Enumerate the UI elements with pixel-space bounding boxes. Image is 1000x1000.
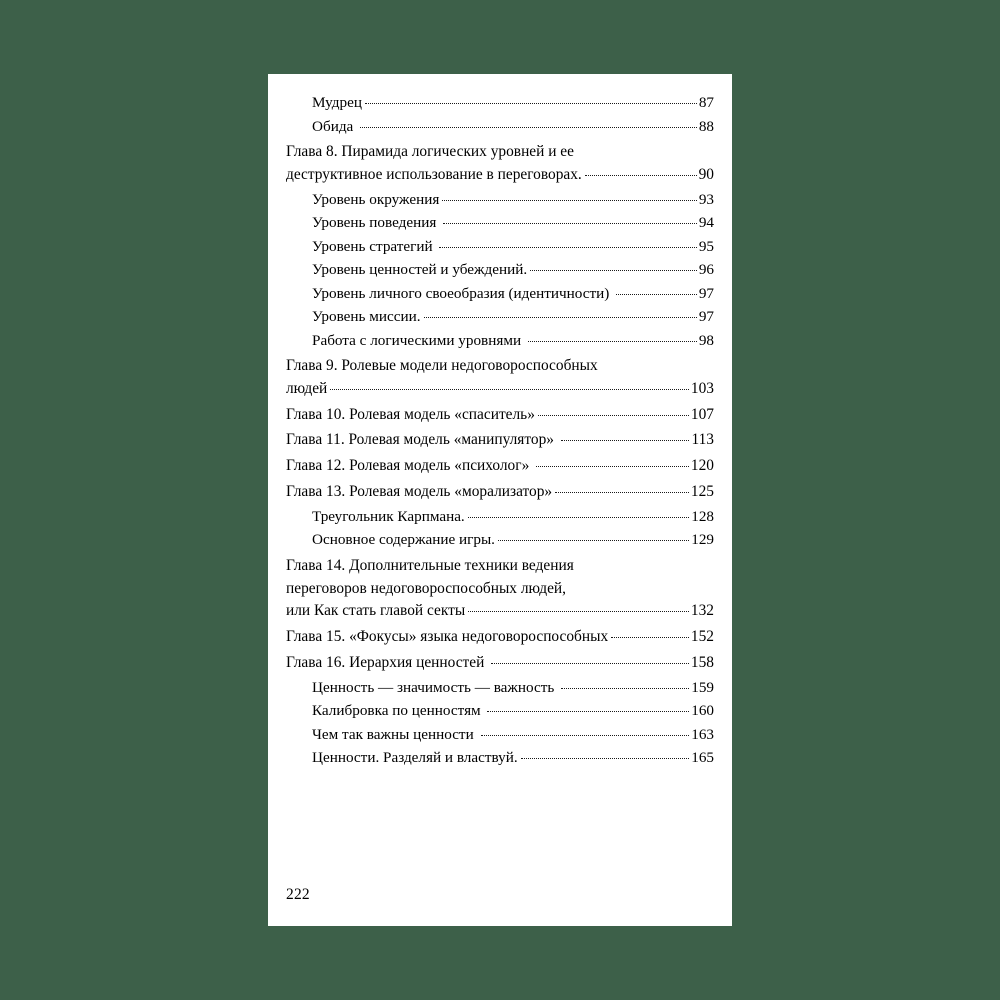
toc-entry[interactable] <box>286 652 714 675</box>
toc-entry[interactable] <box>286 116 714 139</box>
dot-leader <box>561 440 690 441</box>
toc-entry-page: 88 <box>698 117 714 135</box>
toc-entry-page: 90 <box>698 165 714 183</box>
toc-entry[interactable] <box>286 529 714 552</box>
dot-leader <box>555 492 689 493</box>
dot-leader <box>491 663 689 664</box>
toc-entry[interactable] <box>286 236 714 259</box>
dot-leader <box>442 200 697 201</box>
toc-entry-title: Уровень ценностей и убеждений. <box>312 261 528 279</box>
dot-leader <box>521 758 690 759</box>
toc-entry-page: 132 <box>690 602 714 620</box>
toc-entry-page: 107 <box>690 405 714 423</box>
toc-entry[interactable] <box>286 429 714 452</box>
toc-entry[interactable] <box>286 626 714 649</box>
toc-entry[interactable] <box>286 677 714 700</box>
toc-entry-title: Ценность — значимость — важность <box>312 678 559 696</box>
toc-entry-title <box>286 141 714 187</box>
dot-leader <box>439 247 696 248</box>
toc-entry-page: 98 <box>698 331 714 349</box>
toc-entry-title: Калибровка по ценностям <box>312 702 485 720</box>
dot-leader <box>611 637 689 638</box>
toc-entry-title-line: деструктивное использование в переговорах. <box>286 165 582 183</box>
toc-entry-title-line: людей <box>286 379 328 397</box>
toc-entry[interactable] <box>286 747 714 770</box>
dot-leader <box>616 294 697 295</box>
toc-entry[interactable] <box>286 355 714 401</box>
toc-entry-page: 163 <box>691 725 714 743</box>
toc-entry-page: 87 <box>698 94 714 111</box>
toc-entry-page: 96 <box>698 261 714 279</box>
toc-entry[interactable] <box>286 555 714 623</box>
toc-entry-title: Основное содержание игры. <box>312 531 495 549</box>
dot-leader <box>481 735 690 736</box>
toc-entry[interactable] <box>286 455 714 478</box>
dot-leader <box>530 270 697 271</box>
toc-entry[interactable] <box>286 506 714 529</box>
toc-entry-title-line: переговоров недоговороспособных людей, <box>286 579 566 597</box>
toc-entry-page: 120 <box>690 457 714 475</box>
book-page <box>268 74 732 926</box>
dot-leader <box>538 415 689 416</box>
toc-entry-title: Уровень поведения <box>312 214 441 232</box>
toc-entry[interactable] <box>286 259 714 282</box>
toc-entry-title: Ценности. Разделяй и властвуй. <box>312 749 518 767</box>
toc-entry-page: 103 <box>690 379 714 397</box>
dot-leader <box>487 711 689 712</box>
toc-entry[interactable] <box>286 700 714 723</box>
dot-leader <box>424 317 697 318</box>
toc-entry-page: 159 <box>691 678 714 696</box>
page-number: 222 <box>286 886 310 903</box>
dot-leader <box>561 688 689 689</box>
toc-entry-page: 97 <box>698 284 714 302</box>
toc-entry-page: 152 <box>690 628 714 646</box>
dot-leader <box>468 611 689 612</box>
toc-entry-page: 160 <box>691 702 714 720</box>
toc-entry-title: Обида <box>312 117 358 135</box>
toc-entry-page: 94 <box>698 214 714 232</box>
toc-entry[interactable] <box>286 92 714 115</box>
toc-entry-page: 95 <box>698 237 714 255</box>
toc-entry-title: Глава 16. Иерархия ценностей <box>286 654 489 672</box>
dot-leader <box>468 517 689 518</box>
toc-entry-title: Треугольник Карпмана. <box>312 507 465 525</box>
dot-leader <box>330 389 689 390</box>
toc-entry-title-line: или Как стать главой секты <box>286 602 466 620</box>
dot-leader <box>498 540 689 541</box>
toc-entry-page: 93 <box>698 190 714 208</box>
toc-entry-page: 158 <box>690 654 714 672</box>
dot-leader <box>360 127 697 128</box>
toc-entry-title-line: Глава 9. Ролевые модели недоговороспособных <box>286 357 598 375</box>
toc-entry-title: Глава 15. «Фокусы» языка недоговороспособных <box>286 628 609 646</box>
toc-entry[interactable] <box>286 404 714 427</box>
toc-entry-title: Чем так важны ценности <box>312 725 478 743</box>
toc-entry-title-line: Глава 8. Пирамида логических уровней и ее <box>286 143 574 160</box>
toc-entry-page: 113 <box>691 431 714 449</box>
toc-entry[interactable] <box>286 724 714 747</box>
toc-entry[interactable] <box>286 283 714 306</box>
toc-entry[interactable] <box>286 212 714 235</box>
toc-entry-title: Глава 13. Ролевая модель «морализатор» <box>286 483 553 501</box>
toc-entry[interactable] <box>286 189 714 212</box>
toc-entry-page: 165 <box>691 749 714 767</box>
toc-entry-title-line: Глава 14. Дополнительные техники ведения <box>286 556 574 574</box>
toc-entry-title: Работа с логическими уровнями <box>312 331 525 349</box>
toc-entry-page: 128 <box>691 507 714 525</box>
toc-entry-title <box>286 355 714 401</box>
toc-entry-title <box>286 555 714 623</box>
dot-leader <box>365 103 697 104</box>
toc-entry-page: 129 <box>691 531 714 549</box>
dot-leader <box>528 341 697 342</box>
toc-entry-title: Уровень окружения <box>312 190 440 208</box>
toc-entry-title: Уровень личного своеобразия (идентичности) <box>312 284 614 302</box>
toc-entry[interactable] <box>286 330 714 353</box>
toc-entry-title: Глава 10. Ролевая модель «спаситель» <box>286 405 535 423</box>
toc-entry[interactable] <box>286 481 714 504</box>
toc-entry-title: Уровень стратегий <box>312 237 437 255</box>
toc-entry-title: Мудрец <box>312 94 362 111</box>
toc-entry-page: 125 <box>690 483 714 501</box>
toc-entry[interactable] <box>286 141 714 187</box>
toc-entry-title: Уровень миссии. <box>312 308 421 326</box>
toc-entry-page: 97 <box>698 308 714 326</box>
table-of-contents <box>286 92 714 770</box>
toc-entry[interactable] <box>286 306 714 329</box>
toc-entry-title: Глава 12. Ролевая модель «психолог» <box>286 457 534 475</box>
dot-leader <box>585 175 697 176</box>
toc-entry-title: Глава 11. Ролевая модель «манипулятор» <box>286 431 558 449</box>
dot-leader <box>536 466 689 467</box>
dot-leader <box>443 223 697 224</box>
